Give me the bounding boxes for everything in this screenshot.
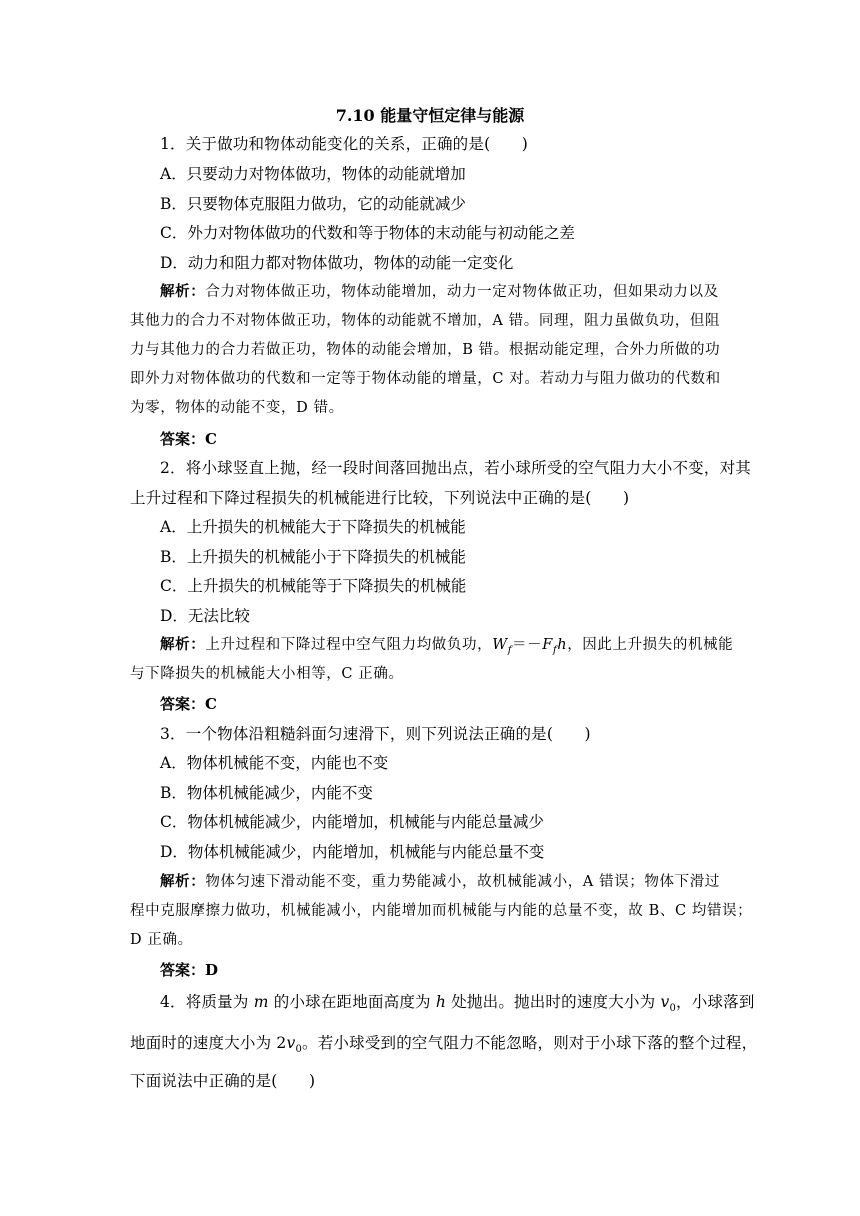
question-2-line-1: 2．将小球竖直上抛，经一段时间落回抛出点，若小球所受的空气阻力大小不变，对其: [160, 459, 751, 477]
explanation-1-line-4: 即外力对物体做功的代数和一定等于物体动能的增量，C 对。若动力与阻力做功的代数和: [130, 371, 721, 387]
question-4-line-3: 下面说法中正确的是( ): [130, 1072, 316, 1090]
explanation-3-line-2: 程中克服摩擦力做功，机械能减小，内能增加而机械能与内能的总量不变，故 B、C 均错误；: [130, 903, 753, 919]
explanation-1-line-5: 为零，物体的动能不变，D 错。: [130, 400, 344, 416]
question-4-line-2: 地面时的速度大小为 $2v_0$。若小球受到的空气阻力不能忽略，则对于小球下落的整个过程，: [130, 1034, 758, 1056]
option-3c: C．物体机械能减少，内能增加，机械能与内能总量减少: [160, 813, 544, 831]
option-1d: D．动力和阻力都对物体做功，物体的动能一定变化: [160, 254, 514, 272]
explanation-3-line-1: 解析：物体匀速下滑动能不变，重力势能减小，故机械能减小，A 错误；物体下滑过: [160, 873, 720, 890]
option-3a: A．物体机械能不变，内能也不变: [160, 754, 389, 772]
question-4-line-1: 4．将质量为 m 的小球在距地面高度为 h 处抛出。抛出时的速度大小为 $v_0$，小球落到: [160, 993, 755, 1015]
option-2a: A．上升损失的机械能大于下降损失的机械能: [160, 518, 466, 536]
option-2d: D．无法比较: [160, 607, 250, 625]
option-2b: B．上升损失的机械能小于下降损失的机械能: [160, 548, 466, 566]
explanation-2-line-2: 与下降损失的机械能大小相等，C 正确。: [130, 666, 404, 682]
question-1: 1．关于做功和物体动能变化的关系，正确的是( ): [160, 135, 528, 153]
answer-1: 答案：C: [160, 430, 217, 448]
explanation-1-line-1: 解析：合力对物体做正功，物体动能增加，动力一定对物体做正功，但如果动力以及: [160, 283, 719, 300]
page-title: 7.10 能量守恒定律与能源: [335, 106, 525, 125]
option-2c: C．上升损失的机械能等于下降损失的机械能: [160, 577, 467, 595]
explanation-1-line-3: 力与其他力的合力若做正功，物体的动能会增加，B 错。根据动能定理，合外力所做的功: [130, 342, 721, 358]
option-3b: B．物体机械能减少，内能不变: [160, 784, 373, 802]
explanation-3-line-3: D 正确。: [130, 932, 193, 948]
option-1b: B．只要物体克服阻力做功，它的动能就减少: [160, 195, 466, 213]
answer-3: 答案：D: [160, 961, 219, 979]
option-1a: A．只要动力对物体做功，物体的动能就增加: [160, 165, 466, 183]
answer-2: 答案：C: [160, 695, 217, 713]
question-2-line-2: 上升过程和下降过程损失的机械能进行比较，下列说法中正确的是( ): [130, 489, 630, 507]
explanation-1-line-2: 其他力的合力不对物体做正功，物体的动能就不增加，A 错。同理，阻力虽做负功，但阻: [130, 313, 721, 329]
option-3d: D．物体机械能减少，内能增加，机械能与内能总量不变: [160, 843, 545, 861]
option-1c: C．外力对物体做功的代数和等于物体的末动能与初动能之差: [160, 224, 575, 242]
explanation-2-line-1: 解析：上升过程和下降过程中空气阻力均做负功，$W_f=-F_fh$，因此上升损失的机械能: [160, 636, 734, 656]
explanation-label: 解析：: [160, 283, 206, 300]
question-3: 3．一个物体沿粗糙斜面匀速滑下，则下列说法正确的是( ): [160, 725, 591, 743]
